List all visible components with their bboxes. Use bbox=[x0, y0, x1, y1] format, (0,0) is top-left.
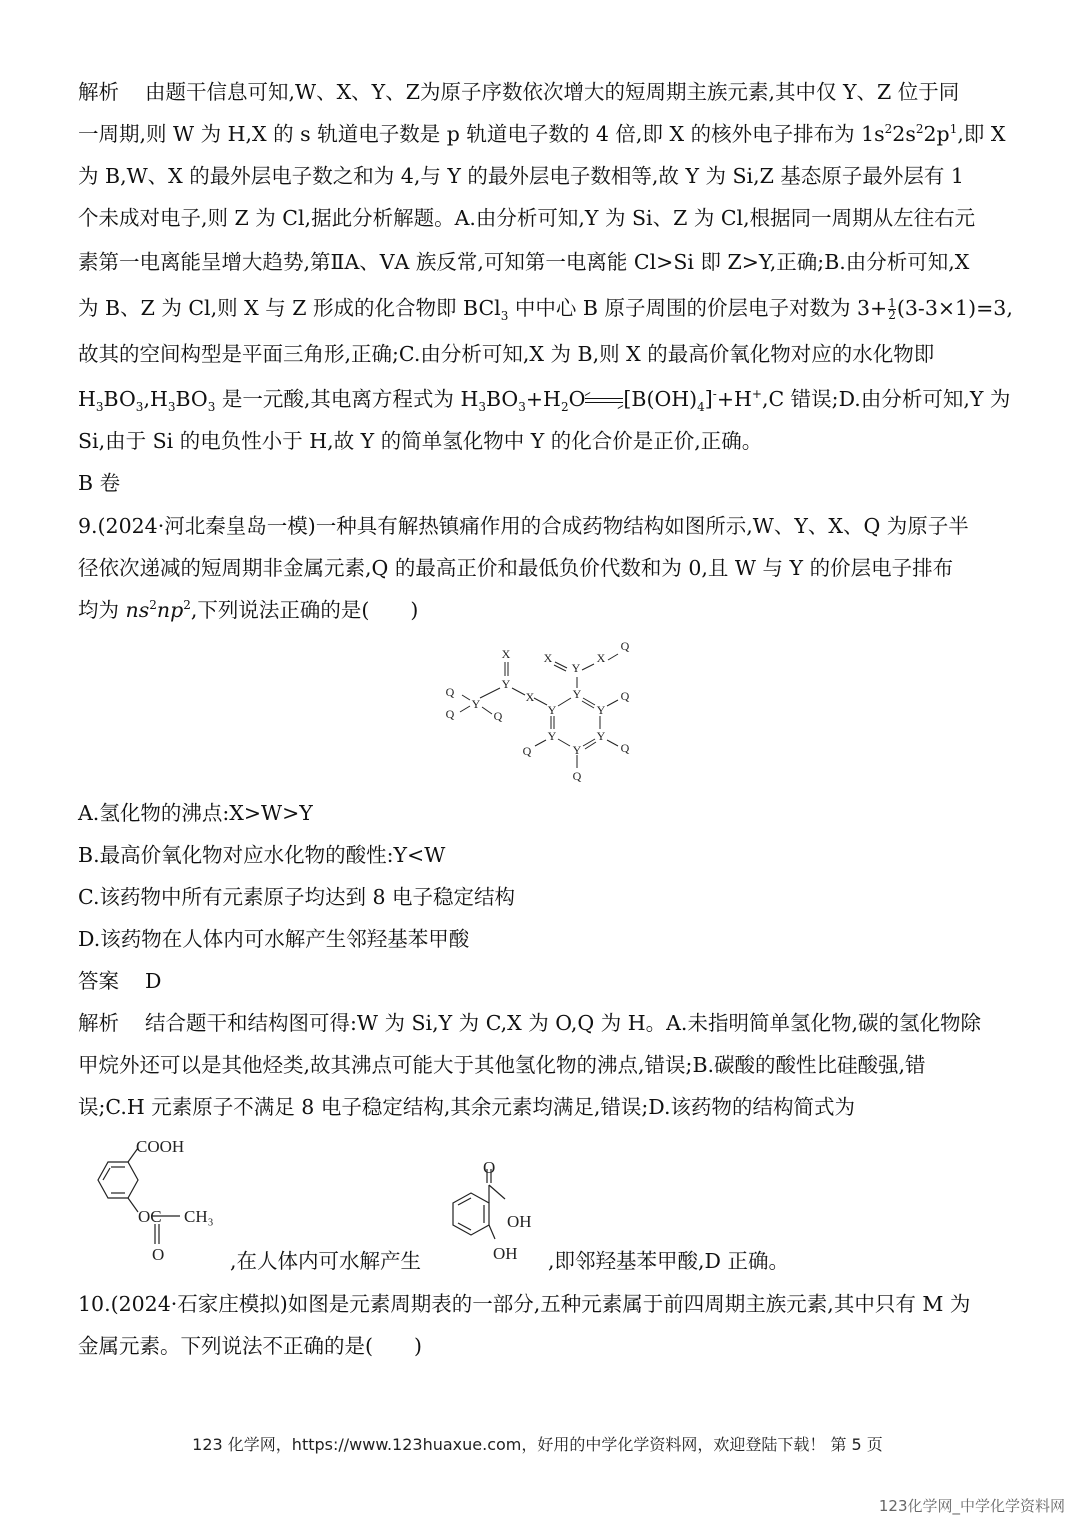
atom-label: X bbox=[543, 651, 553, 665]
q10-stem-line1: 10.(2024·石家庄模拟)如图是元素周期表的一部分,五种元素属于前四周期主族元素,其中只有 M 为 bbox=[78, 1292, 971, 1316]
atom-label: Q bbox=[620, 639, 630, 653]
aspirin-ch3-label: CH₃ bbox=[184, 1207, 214, 1226]
q9-answer: 答案 D bbox=[78, 969, 162, 993]
q9-option-c: C.该药物中所有元素原子均达到 8 电子稳定结构 bbox=[78, 885, 516, 909]
q9-option-a: A.氢化物的沸点:X>W>Y bbox=[78, 801, 313, 825]
atom-label: Q bbox=[620, 689, 630, 703]
drug-structure-diagram bbox=[430, 632, 660, 822]
atom-label: Y bbox=[596, 729, 606, 743]
q10-stem-line2: 金属元素。下列说法不正确的是( ) bbox=[78, 1334, 422, 1358]
salicylic-o-label: O bbox=[483, 1158, 496, 1177]
q9-analysis-line2: 甲烷外还可以是其他烃类,故其沸点可能大于其他氢化物的沸点,错误;B.碳酸的酸性比硅酸强,错 bbox=[78, 1053, 926, 1077]
q9-analysis-line4a: ,在人体内可水解产生 bbox=[230, 1249, 422, 1273]
analysis1-line7: 故其的空间构型是平面三角形,正确;C.由分析可知,X 为 B,则 X 的最高价氧化物对应的水化物即 bbox=[78, 342, 935, 366]
q9-stem-line2: 径依次递减的短周期非金属元素,Q 的最高正价和最低负价代数和为 0,且 W 与 Y 的价层电子排布 bbox=[78, 556, 954, 580]
salicylic-acid-structure bbox=[435, 1155, 545, 1270]
atom-label: Y bbox=[547, 729, 557, 743]
atom-label: Q bbox=[445, 685, 455, 699]
section-b-heading: B 卷 bbox=[78, 471, 121, 495]
q9-option-d: D.该药物在人体内可水解产生邻羟基苯甲酸 bbox=[78, 927, 470, 951]
atom-label: Q bbox=[620, 741, 630, 755]
atom-label: Y bbox=[501, 677, 511, 691]
atom-label: Y bbox=[572, 743, 582, 757]
atom-label: Q bbox=[445, 707, 455, 721]
analysis1-line3: 为 B,W、X 的最外层电子数之和为 4,与 Y 的最外层电子数相等,故 Y 为 Si,Z 基态原子最外层有 1 bbox=[78, 164, 964, 188]
aspirin-cooh-label: COOH bbox=[136, 1137, 185, 1156]
atom-label: Y bbox=[596, 703, 606, 717]
page-footer: 123 化学网，https://www.123huaxue.com，好用的中学化学资料网，欢迎登陆下载！ 第 5 页 bbox=[192, 1435, 883, 1454]
analysis-label: 解析 bbox=[78, 80, 119, 104]
salicylic-oh2-label: OH bbox=[493, 1244, 518, 1263]
atom-label: Q bbox=[522, 744, 532, 758]
aspirin-structure bbox=[80, 1132, 230, 1267]
atom-label: X bbox=[525, 690, 535, 704]
atom-label: X bbox=[596, 651, 606, 665]
analysis1-line2: 一周期,则 W 为 H,X 的 s 轨道电子数是 p 轨道电子数的 4 倍,即 X 的核外电子排布为 $1s^22s^22p^1$,即 X bbox=[78, 122, 1006, 146]
atom-label: Q bbox=[493, 709, 503, 723]
watermark: 123化学网_中学化学资料网 bbox=[878, 1497, 1065, 1515]
q9-analysis-line1: 解析 结合题干和结构图可得:W 为 Si,Y 为 C,X 为 O,Q 为 H。A.未指明简单氢化物,碳的氢化物除 bbox=[78, 1011, 981, 1035]
atom-label: Y bbox=[471, 697, 481, 711]
analysis1-line1: 解析 由题干信息可知,W、X、Y、Z为原子序数依次增大的短周期主族元素,其中仅 Y、Z 位于同 bbox=[78, 80, 960, 104]
atom-label: Y bbox=[572, 687, 582, 701]
q9-stem-line3: 均为 $ns^2np^2$,下列说法正确的是( ) bbox=[78, 598, 419, 622]
atom-label: Y bbox=[571, 661, 581, 675]
salicylic-oh1-label: OH bbox=[507, 1212, 532, 1231]
q9-analysis-line4b: ,即邻羟基苯甲酸,D 正确。 bbox=[548, 1249, 789, 1273]
aspirin-o-label: O bbox=[152, 1245, 165, 1264]
analysis1-line4: 个未成对电子,则 Z 为 Cl,据此分析解题。A.由分析可知,Y 为 Si、Z 为 Cl,根据同一周期从左往右元 bbox=[78, 206, 976, 230]
atom-label: X bbox=[501, 647, 511, 661]
fraction: $\frac{1}{2}$ bbox=[888, 296, 896, 322]
atom-label: Y bbox=[547, 703, 557, 717]
equilibrium-arrow-icon bbox=[585, 396, 623, 406]
q9-analysis-line3: 误;C.H 元素原子不满足 8 电子稳定结构,其余元素均满足,错误;D.该药物的结构简式为 bbox=[78, 1095, 856, 1119]
analysis1-line5: 素第一电离能呈增大趋势,第ⅡA、ⅤA 族反常,可知第一电离能 Cl>Si 即 Z>Y,正确;B.由分析可知,X bbox=[78, 250, 970, 274]
analysis1-line6: 为 B、Z 为 Cl,则 X 与 Z 形成的化合物即 BCl$_3$ 中中心 B 原子周围的价层电子对数为 3+ $\frac{1}{2}$ (3-3×1)=3, bbox=[78, 296, 1013, 324]
q9-stem-line1: 9.(2024·河北秦皇岛一模)一种具有解热镇痛作用的合成药物结构如图所示,W、Y、X、Q 为原子半 bbox=[78, 514, 969, 538]
aspirin-oc-label: OC bbox=[138, 1207, 162, 1226]
analysis1-line8: $H_3BO_3,H_3BO_3$ 是一元酸,其电离方程式为 $H_3BO_3+H_2O$ $[B(OH)_4]^-+H^+,C$ 错误;D.由分析可知,Y 为 bbox=[78, 387, 1011, 415]
q9-option-b: B.最高价氧化物对应水化物的酸性:Y<W bbox=[78, 843, 446, 867]
analysis1-line9: Si,由于 Si 的电负性小于 H,故 Y 的简单氢化物中 Y 的化合价是正价,正确。 bbox=[78, 429, 763, 453]
atom-label: Q bbox=[572, 769, 582, 783]
